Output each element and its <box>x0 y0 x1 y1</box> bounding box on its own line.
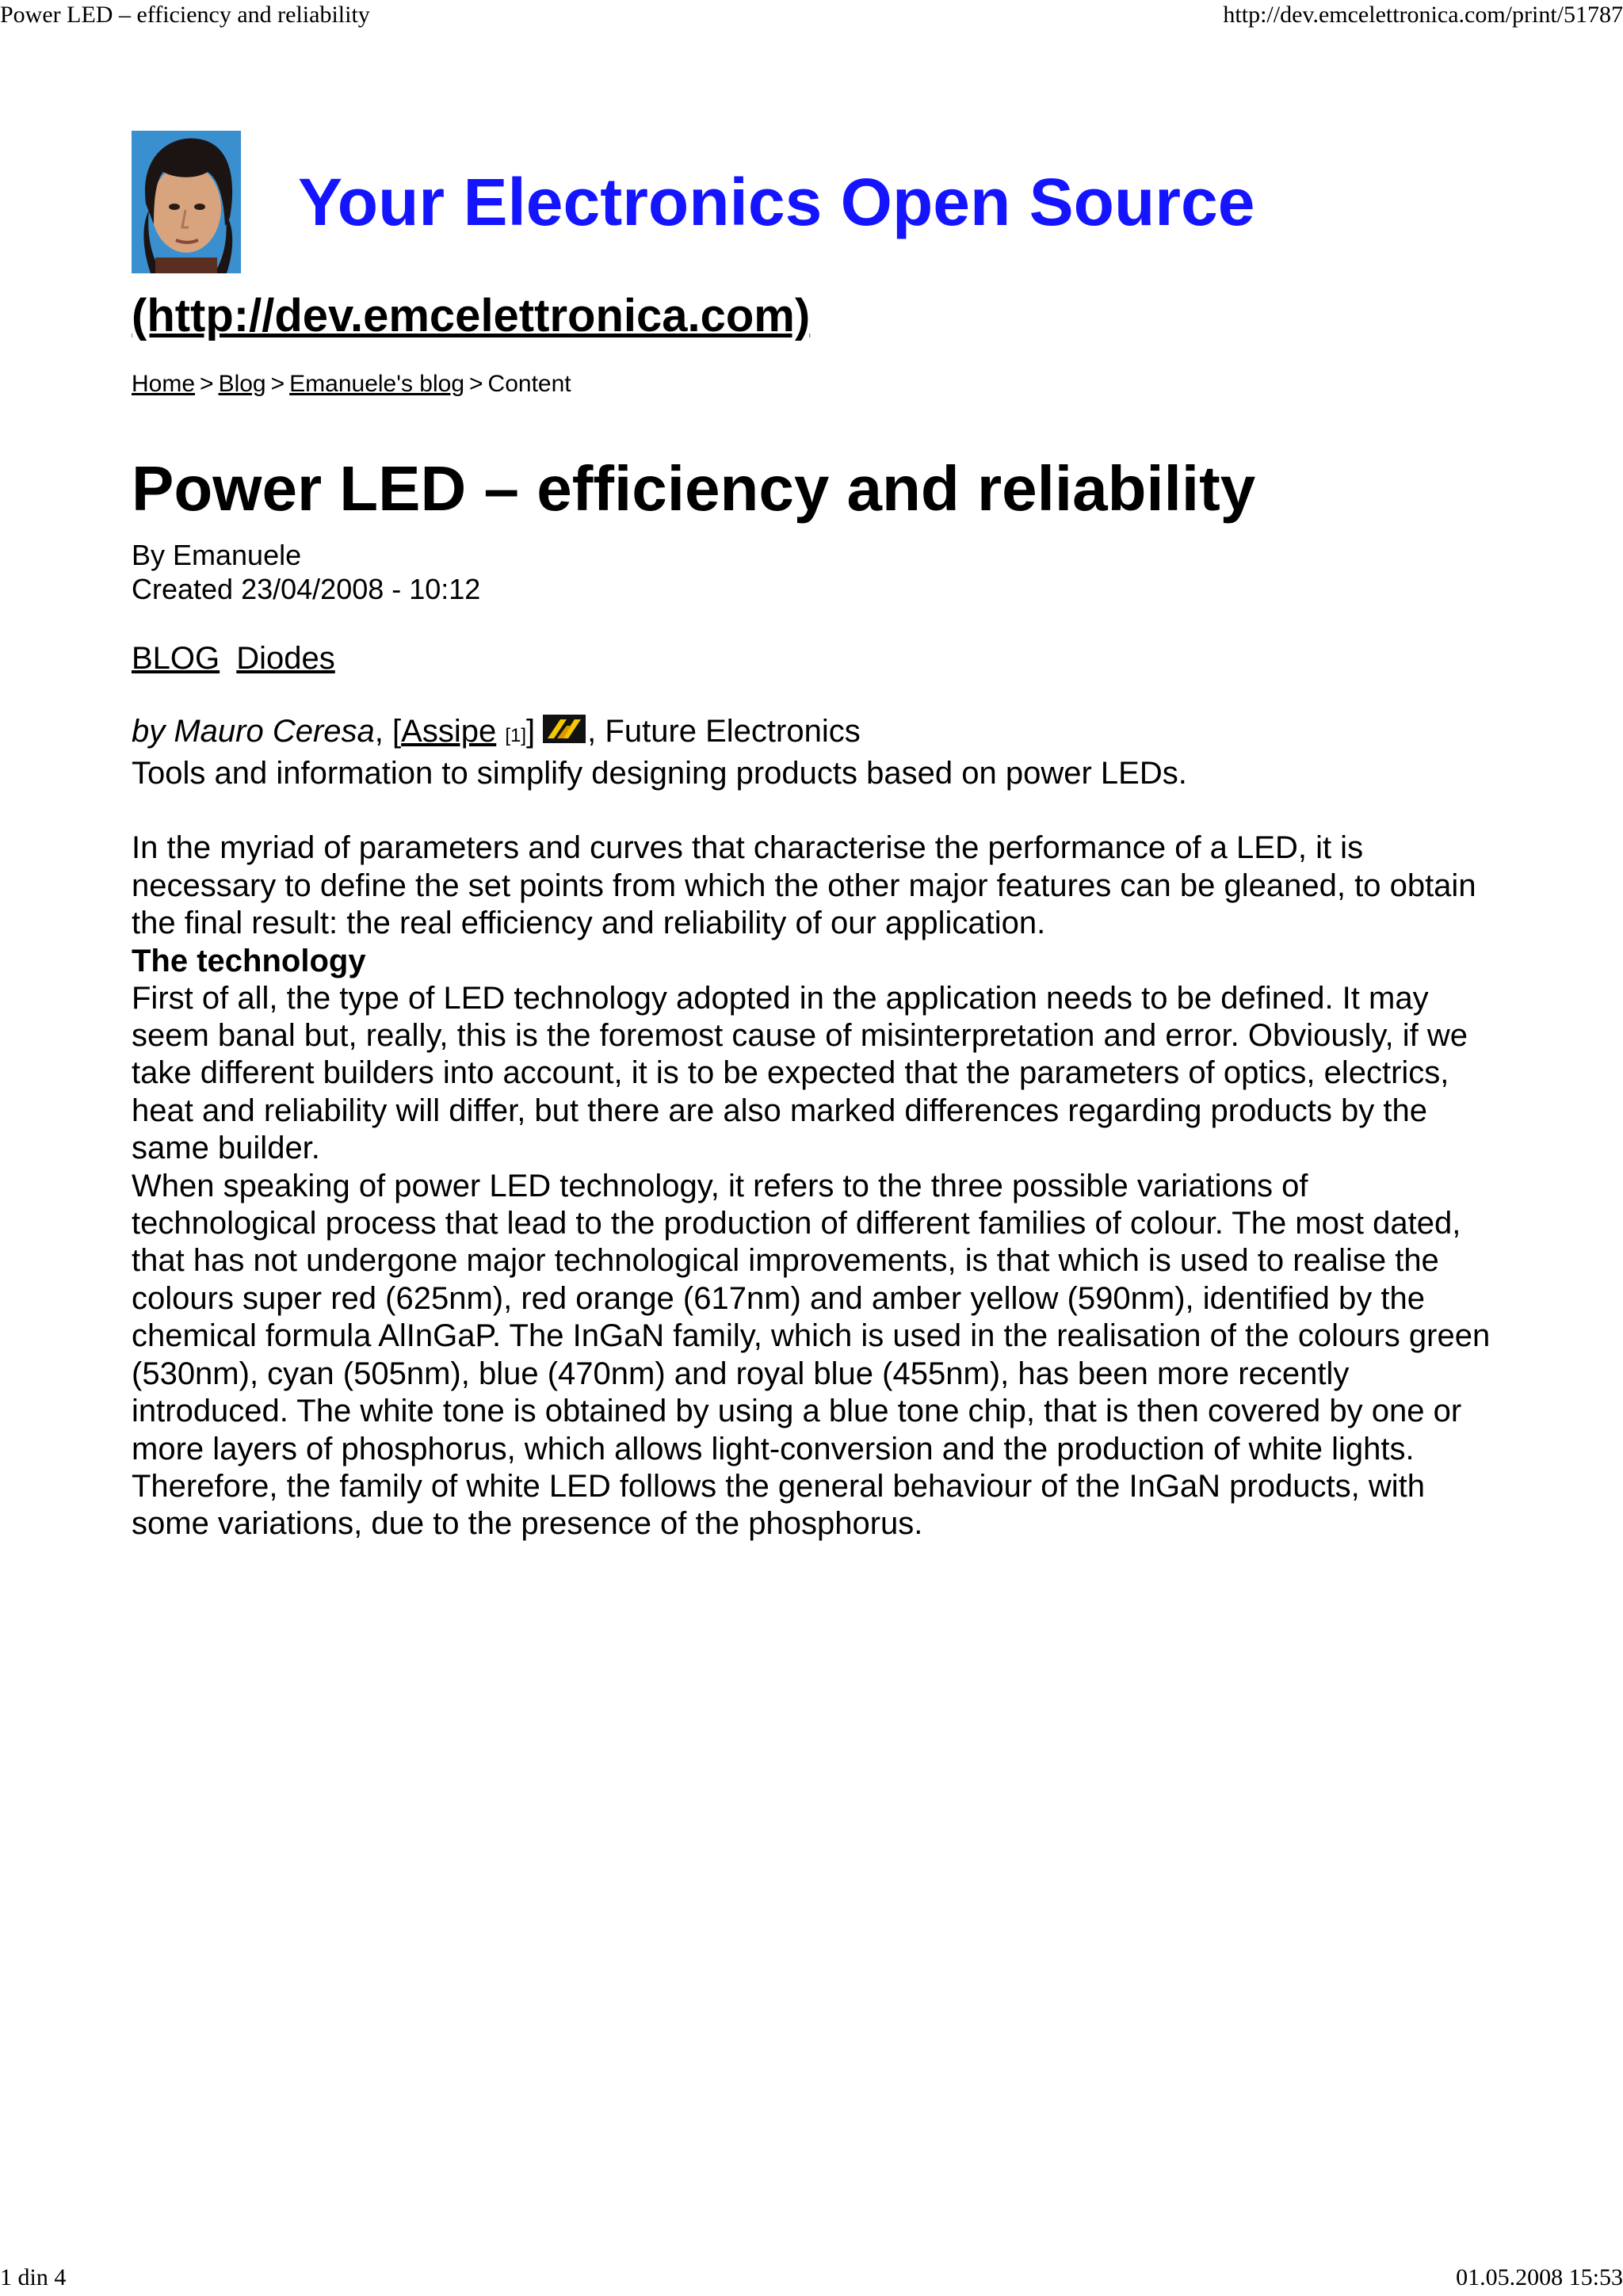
section-heading: The technology <box>132 943 366 978</box>
print-header-url: http://dev.emcelettronica.com/print/51787 <box>1223 2 1623 28</box>
tag-diodes-link[interactable]: Diodes <box>236 641 335 676</box>
byline-bracket: ] <box>526 714 536 749</box>
site-url-link-wrapper <box>132 290 1495 342</box>
print-footer-datetime: 01.05.2008 15:53 <box>1456 2264 1623 2290</box>
breadcrumb-separator: > <box>200 371 214 397</box>
byline-company: , Future Electronics <box>587 714 861 749</box>
byline-comma: , <box>374 714 384 749</box>
assipe-link[interactable]: Assipe <box>401 714 497 749</box>
article-paragraph-2: When speaking of power LED technology, it refers to the three possible variations of technological process that lead to the production of different families of colour. The most dated, that has not undergone major technological improvements, is that which is used to realise the colours super red (625nm), red orange (617nm) and amber yellow (590nm), identified by the chemical formula AlInGaP. The InGaN family, which is used in the realisation of the colours green (530nm), cyan (505nm), blue (470nm) and royal blue (455nm), has been more recently introduced. The white tone is obtained by using a blue tone chip, that is then covered by one or more layers of phosphorus, which allows light-conversion and the production of white lights. Therefore, the family of white LED follows the general behaviour of the InGaN products, with some variations, due to the presence of the phosphorus. <box>132 1168 1491 1542</box>
footnote-ref[interactable]: [1] <box>505 725 527 746</box>
byline-author: by Mauro Ceresa <box>132 714 375 749</box>
breadcrumb-separator: > <box>469 371 483 397</box>
page-content <box>132 129 1495 1543</box>
article-byline <box>132 712 1495 755</box>
article-paragraph-1: First of all, the type of LED technology adopted in the application needs to be defined. It may seem banal but, really, this is the foremost cause of misinterpretation and error. Obviously, if we take different builders into account, it is to be expected that the parameters of optics, electrics, heat and reliability will differ, but there are also marked differences regarding products by the same builder. <box>132 980 1468 1166</box>
article-intro: In the myriad of parameters and curves that characterise the performance of a LED, it is necessary to define the set points from which the other major features can be gleaned, to obtain the final result: the real efficiency and reliability of our application. <box>132 830 1476 941</box>
tag-blog-link[interactable]: BLOG <box>132 641 220 676</box>
breadcrumb-current: Content <box>487 371 571 397</box>
article-author: By Emanuele <box>132 539 302 571</box>
site-title: Your Electronics Open Source <box>298 164 1255 239</box>
breadcrumb-home-link[interactable]: Home <box>132 371 196 397</box>
breadcrumb-blog-link[interactable]: Blog <box>218 371 266 397</box>
site-header <box>132 129 1495 274</box>
article-tags <box>132 639 1495 677</box>
breadcrumb-user-blog-link[interactable]: Emanuele's blog <box>289 371 465 397</box>
print-header-title: Power LED – efficiency and reliability <box>0 2 370 28</box>
breadcrumb-separator: > <box>270 371 285 397</box>
article-subtitle: Tools and information to simplify designing products based on power LEDs. <box>132 756 1187 791</box>
byline-bracket: [ <box>392 714 402 749</box>
article-created: Created 23/04/2008 - 10:12 <box>132 573 481 605</box>
assipe-logo-icon <box>543 715 586 743</box>
avatar-portrait-icon[interactable] <box>132 131 241 273</box>
print-footer-page: 1 din 4 <box>0 2264 67 2290</box>
article-meta <box>132 538 1495 606</box>
site-url-link[interactable]: (http://dev.emcelettronica.com) <box>132 290 811 341</box>
breadcrumb <box>132 370 1495 399</box>
article-title: Power LED – efficiency and reliability <box>132 453 1256 524</box>
